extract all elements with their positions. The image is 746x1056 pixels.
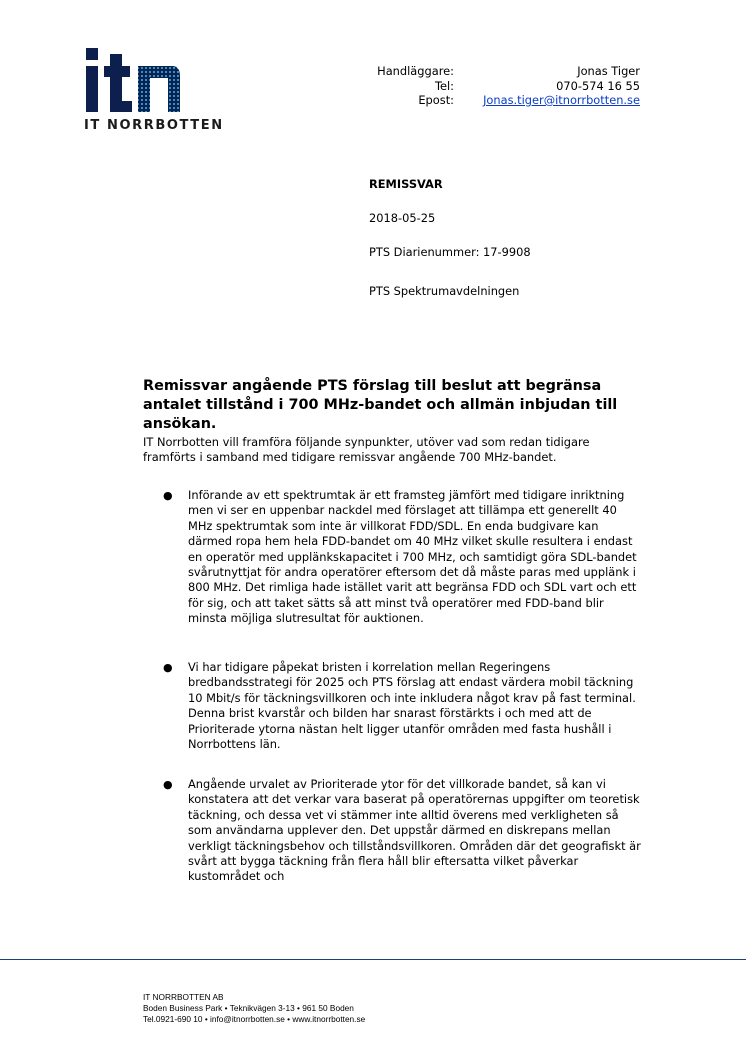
- footer-contact: Tel.0921-690 10 • info@itnorrbotten.se • www.itnorrbotten.se: [143, 1013, 366, 1024]
- contact-label: Tel:: [434, 78, 454, 93]
- contact-row-handler: [340, 64, 640, 79]
- diary-number: PTS Diarienummer: 17-9908: [369, 245, 531, 259]
- footer-divider: [0, 959, 746, 960]
- contact-row-email: [340, 93, 640, 108]
- footer-address: Boden Business Park • Teknikvägen 3-13 • 961 50 Boden: [143, 1002, 354, 1013]
- recipient-department: PTS Spektrumavdelningen: [369, 284, 520, 298]
- list-item: [143, 777, 643, 885]
- contact-label: Epost:: [418, 93, 454, 107]
- email-link[interactable]: Jonas.tiger@itnorrbotten.se: [483, 93, 640, 107]
- contact-block: [340, 64, 640, 108]
- contact-label: Handläggare:: [377, 64, 454, 78]
- contact-value: 070-574 16 55: [556, 78, 640, 93]
- footer: [143, 992, 365, 1024]
- bullet-icon: ●: [163, 661, 173, 674]
- contact-value: Jonas Tiger: [577, 64, 640, 78]
- footer-company: IT NORRBOTTEN AB: [143, 992, 224, 1002]
- list-item: [143, 660, 643, 752]
- bullet-icon: ●: [163, 778, 173, 791]
- document-heading: Remissvar angående PTS förslag till beslut att begränsa antalet tillstånd i 700 MHz-bandet och allmän inbjudan till ansökan.: [143, 378, 618, 432]
- contact-row-phone: [340, 79, 640, 94]
- bullet-icon: ●: [163, 489, 173, 502]
- document-type: REMISSVAR: [369, 177, 443, 191]
- logo-caption: IT NORRBOTTEN: [84, 118, 224, 133]
- document-date: 2018-05-25: [369, 211, 436, 225]
- list-item-text: Angående urvalet av Prioriterade ytor för det villkorade bandet, så kan vi konstatera att det verkar vara baserat på operatörernas uppgifter om teoretisk täckning, och dessa vet vi stämmer inte alltid överens med verkligheten så som användarna upplever den. Det uppstår därmed en diskrepans mellan verkligt täckningsbehov och tillståndsvillkoren. Områden där det geografiskt är svårt att bygga täckning från flera håll blir eftersatta vilket påverkar kustområdet och: [188, 777, 641, 884]
- intro-paragraph: IT Norrbotten vill framföra följande synpunkter, utöver vad som redan tidigare framförts i samband med tidigare remissvar angående 700 MHz-bandet.: [143, 435, 590, 465]
- list-item: [143, 488, 643, 627]
- list-item-text: Införande av ett spektrumtak är ett framsteg jämfört med tidigare inriktning men vi ser en uppenbar nackdel med förslaget att tillämpa ett generellt 40 MHz spektrumtak som inte är villkorat FDD/SDL. En enda budgivare kan därmed ropa hem hela FDD-bandet om 40 MHz vilket skulle resultera i endast en operatör med upplänkskapacitet i 700 MHz, och samtidigt göra SDL-bandet svårutnyttjat för andra operatörer eftersom det då måste paras med upplänk i 800 MHz. Det rimliga hade istället varit att begränsa FDD och SDL vart och ett för sig, och att taket sätts så att minst två operatörer med FDD-band blir minsta möjliga slutresultat för auktionen.: [188, 488, 637, 626]
- list-item-text: Vi har tidigare påpekat bristen i korrelation mellan Regeringens bredbandsstrategi för 2025 och PTS förslag att endast värdera mobil täckning 10 Mbit/s för täckningsvillkoren och inte inkludera något krav på fast terminal. Denna brist kvarstår och bilden har snarast förstärkts i och med att de Prioriterade ytorna nästan helt ligger utanför områden med fasta hushåll i Norrbottens län.: [188, 660, 636, 752]
